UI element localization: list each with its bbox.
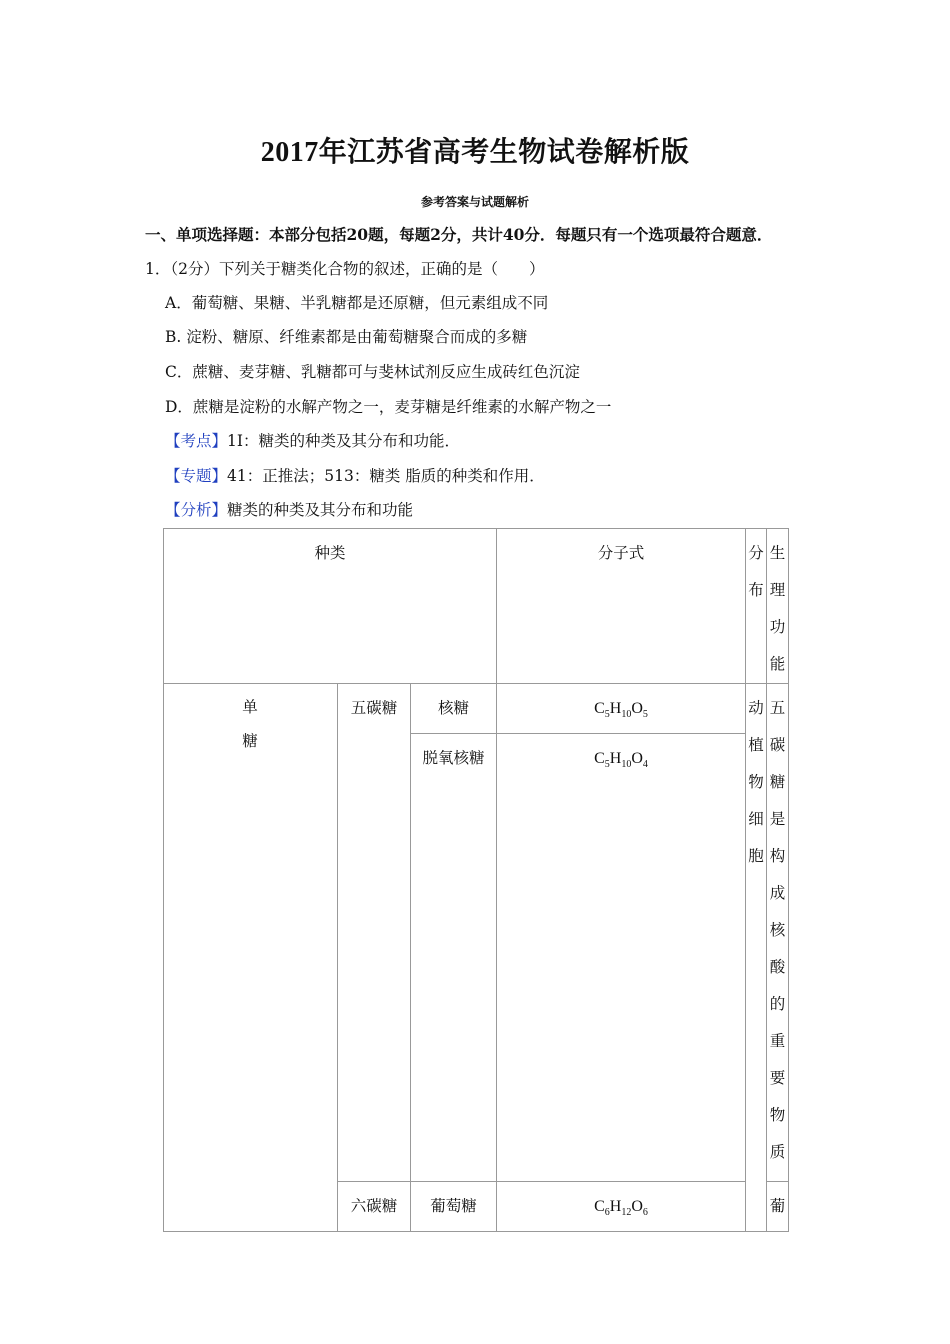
group-monosaccharide — [164, 684, 338, 1232]
header-function-text: 生 理 功 能 — [769, 544, 786, 673]
fenxi-line — [165, 498, 413, 520]
fenxi-text: 糖类的种类及其分布和功能 — [227, 501, 414, 519]
section-heading: 一、单项选择题：本部分包括20题，每题2分，共计40分．每题只有一个选项最符合题意． — [145, 225, 773, 244]
sugar-name-deoxyribose: 脱氧核糖 — [411, 734, 497, 1182]
header-formula: 分子式 — [497, 529, 746, 684]
zhuanti-text: 41：正推法；513：糖类 脂质的种类和作用． — [227, 467, 545, 485]
formula-ribose — [497, 684, 746, 734]
option-a: A．葡萄糖、果糖、半乳糖都是还原糖，但元素组成不同 — [165, 294, 549, 312]
sugar-name-glucose: 葡萄糖 — [411, 1182, 497, 1232]
function-next-cell: 葡 — [767, 1182, 789, 1232]
kaodian-tag: 【考点】 — [165, 432, 228, 450]
function-text: 五 碳 糖 是 构 成 核 酸 的 重 要 物 质 — [769, 699, 786, 1161]
kaodian-text: 1I：糖类的种类及其分布和功能． — [227, 432, 461, 450]
option-b: B. 淀粉、糖原、纤维素都是由葡萄糖聚合而成的多糖 — [165, 328, 528, 346]
document-title: 2017年江苏省高考生物试卷解析版 — [260, 137, 690, 168]
function-cell — [767, 684, 789, 1182]
sugar-table — [163, 528, 789, 1232]
formula-ribose-text: $C_5H_{10}O_5$ — [594, 700, 648, 721]
subgroup-hexose: 六碳糖 — [338, 1182, 411, 1232]
document-subtitle: 参考答案与试题解析 — [420, 195, 529, 209]
header-distribution — [746, 529, 767, 684]
zhuanti-line — [165, 464, 545, 486]
group-label: 单糖 — [242, 698, 258, 750]
sugar-name-ribose: 核糖 — [411, 684, 497, 734]
fenxi-tag: 【分析】 — [165, 501, 228, 519]
option-c: C．蔗糖、麦芽糖、乳糖都可与斐林试剂反应生成砖红色沉淀 — [165, 363, 580, 381]
zhuanti-tag: 【专题】 — [165, 467, 228, 485]
kaodian-line — [165, 429, 460, 451]
question-stem: 1．（2分）下列关于糖类化合物的叙述，正确的是（ ） — [145, 260, 545, 278]
formula-deoxyribose — [497, 734, 746, 1182]
header-type: 种类 — [164, 529, 497, 684]
formula-deoxyribose-text: $C_5H_{10}O_4$ — [594, 750, 648, 771]
distribution-text: 动 植 物 细 胞 — [748, 699, 764, 865]
subgroup-pentose: 五碳糖 — [338, 684, 411, 1182]
formula-glucose — [497, 1182, 746, 1232]
distribution-cell — [746, 684, 767, 1232]
formula-glucose-text: $C_6H_{12}O_6$ — [594, 1198, 648, 1219]
option-d: D．蔗糖是淀粉的水解产物之一，麦芽糖是纤维素的水解产物之一 — [165, 398, 612, 416]
header-distribution-text: 分 布 — [748, 544, 764, 599]
header-function — [767, 529, 789, 684]
